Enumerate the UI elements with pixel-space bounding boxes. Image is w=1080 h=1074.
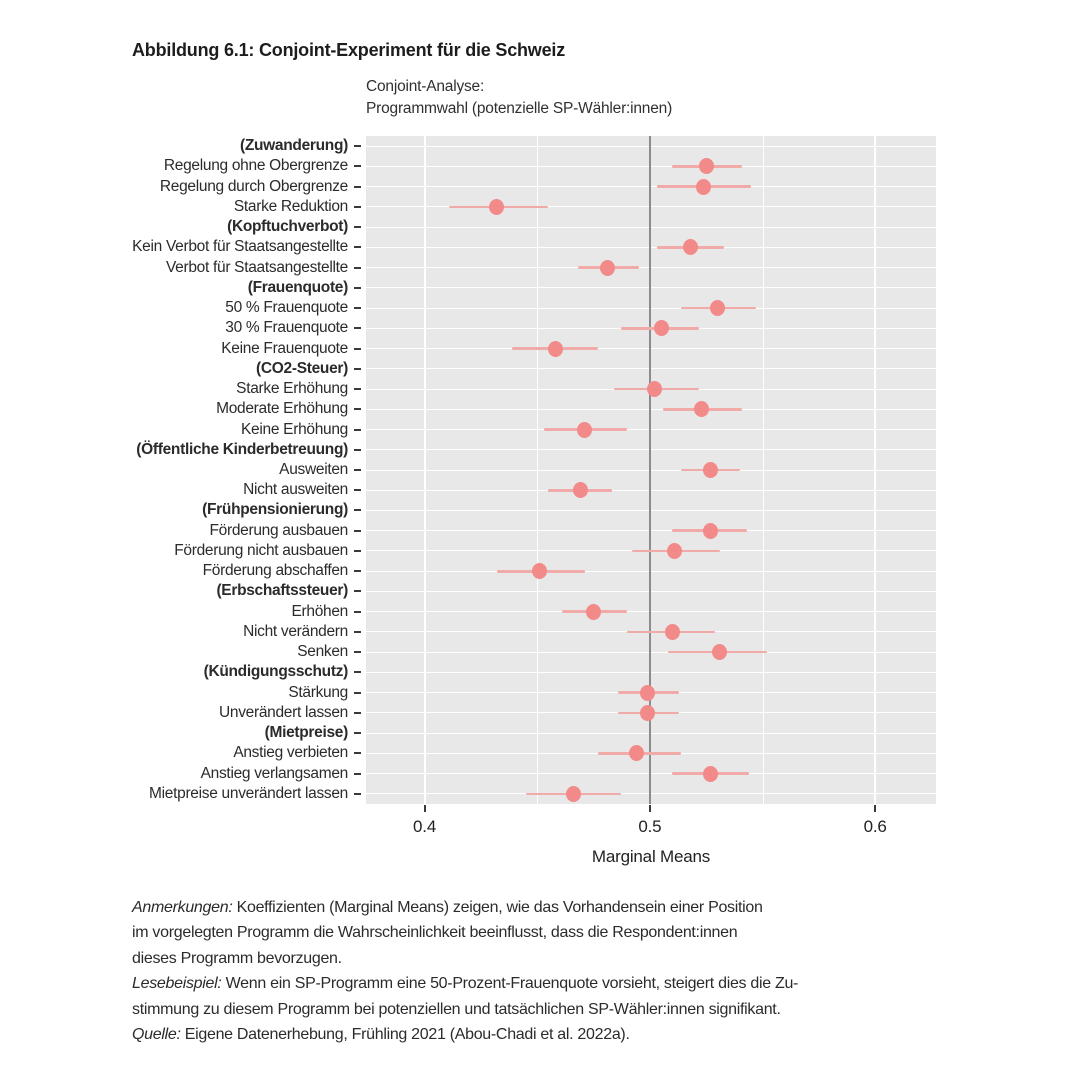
gridline-horizontal	[366, 348, 936, 349]
row-label: Verbot für Staatsangestellte	[165, 258, 348, 276]
row-label: Förderung ausbauen	[209, 521, 348, 539]
point-estimate	[696, 179, 711, 195]
point-estimate	[703, 766, 718, 782]
point-estimate	[600, 260, 615, 276]
row-label: Senken	[297, 643, 348, 661]
point-estimate	[586, 604, 601, 620]
row-label: 30 % Frauenquote	[225, 319, 348, 337]
row-label: (CO2-Steuer)	[256, 359, 348, 377]
point-estimate	[489, 199, 504, 215]
point-estimate	[577, 422, 592, 438]
row-label: Starke Erhöhung	[236, 380, 348, 398]
point-estimate	[667, 543, 682, 559]
y-axis-tick	[354, 388, 361, 390]
gridline-horizontal	[366, 186, 936, 187]
y-axis-tick	[354, 408, 361, 410]
gridline-horizontal	[366, 368, 936, 369]
gridline-horizontal	[366, 227, 936, 228]
point-estimate	[699, 158, 714, 174]
reference-line	[649, 136, 650, 804]
y-axis-tick	[354, 449, 361, 451]
gridline-horizontal	[366, 308, 936, 309]
footnote-lead: Quelle:	[132, 1026, 181, 1044]
y-axis-tick	[354, 732, 361, 734]
row-label: Starke Reduktion	[233, 197, 348, 215]
row-label: Anstieg verbieten	[233, 744, 348, 762]
x-tick-label: 0.6	[863, 817, 887, 836]
figure-footnotes	[132, 895, 798, 1047]
x-axis-tick	[424, 805, 426, 812]
x-axis-tick	[649, 805, 651, 812]
y-axis-tick	[354, 509, 361, 511]
y-axis-tick	[354, 712, 361, 714]
plot-panel	[366, 136, 936, 804]
gridline-horizontal	[366, 530, 936, 531]
row-label: (Mietpreise)	[264, 724, 348, 742]
row-label: Nicht ausweiten	[243, 481, 348, 499]
point-estimate	[532, 563, 547, 579]
gridline-horizontal	[366, 733, 936, 734]
y-axis-tick	[354, 226, 361, 228]
point-estimate	[665, 624, 680, 640]
gridline-horizontal	[366, 611, 936, 612]
y-axis-tick	[354, 165, 361, 167]
footnote-line: Quelle: Eigene Datenerhebung, Frühling 2021 (Abou-Chadi et al. 2022a).	[132, 1026, 630, 1044]
gridline-horizontal	[366, 287, 936, 288]
row-label: Anstieg verlangsamen	[200, 764, 348, 782]
gridline-horizontal	[366, 652, 936, 653]
gridline-horizontal	[366, 409, 936, 410]
footnote-line: Lesebeispiel: Wenn ein SP-Programm eine 50-Prozent-Frauenquote vorsieht, steigert dies die Zu-	[132, 975, 799, 993]
x-axis-tick	[874, 805, 876, 812]
footnote-line: im vorgelegten Programm die Wahrscheinlichkeit beeinflusst, dass die Respondent:innen	[132, 924, 738, 942]
gridline-horizontal	[366, 470, 936, 471]
row-label: Förderung nicht ausbauen	[174, 541, 348, 559]
row-label: Ausweiten	[279, 461, 348, 478]
row-label: Mietpreise unverändert lassen	[149, 784, 348, 802]
gridline-horizontal	[366, 672, 936, 673]
row-label: 50 % Frauenquote	[225, 299, 348, 317]
footnote-line: dieses Programm bevorzugen.	[132, 949, 342, 967]
y-axis-tick	[354, 287, 361, 289]
row-label: Regelung durch Obergrenze	[159, 177, 348, 195]
y-axis-tick	[354, 469, 361, 471]
row-label: Regelung ohne Obergrenze	[163, 157, 348, 175]
row-label: Förderung abschaffen	[202, 562, 348, 580]
gridline-horizontal	[366, 793, 936, 794]
y-axis-tick	[354, 307, 361, 309]
footnote-line: stimmung zu diesem Programm bei potenziellen und tatsächlichen SP-Wähler:innen signifikant.	[132, 1000, 781, 1018]
point-estimate	[640, 685, 655, 701]
point-estimate	[548, 341, 563, 357]
y-axis-tick	[354, 611, 361, 613]
point-estimate	[573, 482, 588, 498]
y-axis-tick	[354, 773, 361, 775]
y-axis-tick	[354, 793, 361, 795]
row-label: Keine Erhöhung	[241, 420, 348, 438]
gridline-horizontal	[366, 449, 936, 450]
footnote-lead: Anmerkungen:	[132, 899, 233, 916]
x-tick-label: 0.5	[638, 817, 662, 836]
gridline-horizontal	[366, 571, 936, 572]
gridline-horizontal	[366, 166, 936, 167]
x-tick-label: 0.4	[413, 817, 437, 836]
chart-title-line2: Programmwahl (potenzielle SP-Wähler:innen)	[366, 100, 673, 117]
gridline-horizontal	[366, 510, 936, 511]
gridline-horizontal	[366, 773, 936, 774]
y-axis-tick	[354, 348, 361, 350]
y-axis-tick	[354, 631, 361, 633]
point-estimate	[703, 523, 718, 539]
gridline-horizontal	[366, 490, 936, 491]
y-axis-tick	[354, 327, 361, 329]
y-axis-tick	[354, 651, 361, 653]
row-label: (Frühpensionierung)	[202, 501, 348, 519]
y-axis-tick	[354, 530, 361, 532]
gridline-horizontal	[366, 267, 936, 268]
chart-title-line1: Conjoint-Analyse:	[366, 78, 485, 95]
x-axis-title: Marginal Means	[591, 847, 711, 866]
point-estimate	[629, 745, 644, 761]
y-axis-tick	[354, 752, 361, 754]
y-axis-tick	[354, 186, 361, 188]
gridline-horizontal	[366, 429, 936, 430]
row-label: (Kopftuchverbot)	[227, 218, 348, 236]
figure-caption: Abbildung 6.1: Conjoint-Experiment für die Schweiz	[132, 40, 566, 60]
row-label: Keine Frauenquote	[221, 339, 348, 357]
point-estimate	[712, 644, 727, 660]
y-axis-tick	[354, 590, 361, 592]
row-label: (Frauenquote)	[247, 278, 348, 296]
y-axis-tick	[354, 145, 361, 147]
footnote-line: Anmerkungen: Koeffizienten (Marginal Means) zeigen, wie das Vorhandensein einer Position	[132, 899, 763, 916]
row-label: Nicht verändern	[243, 622, 348, 640]
gridline-horizontal	[366, 146, 936, 147]
point-estimate	[710, 300, 725, 316]
row-label: (Öffentliche Kinderbetreuung)	[136, 440, 348, 458]
y-axis-tick	[354, 692, 361, 694]
row-label: Erhöhen	[291, 602, 348, 620]
point-estimate	[647, 381, 662, 397]
point-estimate	[654, 320, 669, 336]
row-label: Kein Verbot für Staatsangestellte	[132, 238, 348, 256]
row-label: Moderate Erhöhung	[216, 400, 348, 418]
chart-title	[366, 76, 672, 120]
y-axis-tick	[354, 246, 361, 248]
footnote-lead: Lesebeispiel:	[132, 975, 222, 993]
y-axis-tick	[354, 206, 361, 208]
row-label: (Erbschaftssteuer)	[216, 582, 348, 600]
row-label: Stärkung	[288, 683, 348, 701]
y-axis-tick	[354, 570, 361, 572]
row-label: (Kündigungsschutz)	[203, 663, 348, 681]
gridline-horizontal	[366, 247, 936, 248]
point-estimate	[640, 705, 655, 721]
gridline-horizontal	[366, 591, 936, 592]
point-estimate	[566, 786, 581, 802]
y-axis-tick	[354, 671, 361, 673]
y-axis-tick	[354, 489, 361, 491]
y-axis-tick	[354, 267, 361, 269]
y-axis-tick	[354, 429, 361, 431]
point-estimate	[703, 462, 718, 478]
y-axis-tick	[354, 550, 361, 552]
point-estimate	[683, 239, 698, 255]
row-label: (Zuwanderung)	[239, 137, 348, 155]
row-label: Unverändert lassen	[218, 703, 348, 721]
y-axis-tick	[354, 368, 361, 370]
point-estimate	[694, 401, 709, 417]
